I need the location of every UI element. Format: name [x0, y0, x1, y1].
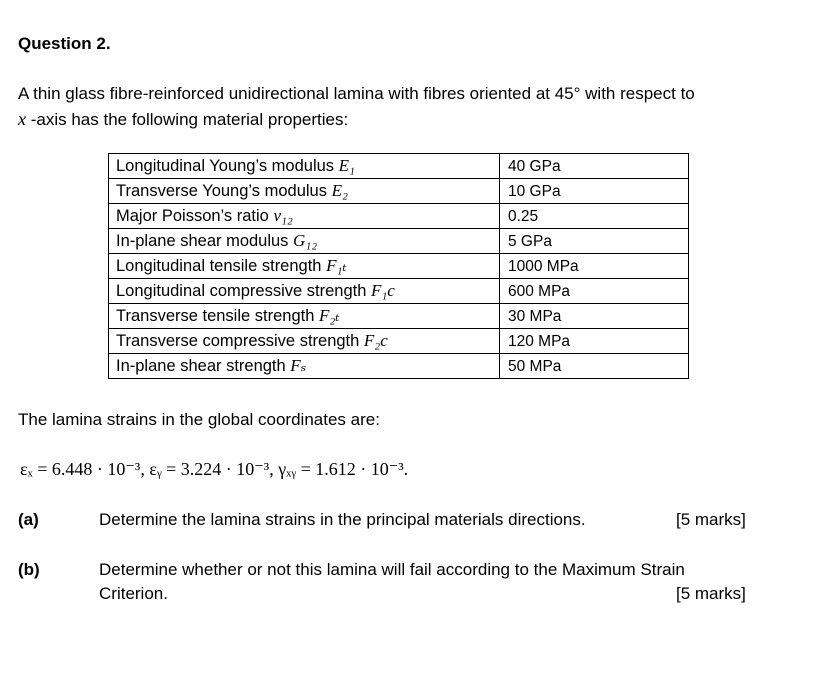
- property-symbol: E₁: [338, 156, 355, 175]
- property-value: 30 MPa: [500, 304, 689, 329]
- part-a-marks: [5 marks]: [676, 510, 746, 529]
- property-label: Longitudinal tensile strength: [116, 257, 327, 275]
- property-value: 1000 MPa: [500, 254, 689, 279]
- strains-intro: The lamina strains in the global coordinates are:: [18, 410, 380, 429]
- property-label-cell: [109, 304, 500, 329]
- property-value: 10 GPa: [500, 179, 689, 204]
- property-label-cell: [109, 354, 500, 379]
- property-label: Major Poisson’s ratio: [116, 207, 274, 225]
- property-label: Transverse Young’s modulus: [116, 182, 332, 200]
- property-label: Longitudinal Young’s modulus: [116, 157, 339, 175]
- property-label-cell: [109, 204, 500, 229]
- property-row: [109, 354, 689, 379]
- property-value: 0.25: [500, 204, 689, 229]
- property-label: In-plane shear modulus: [116, 232, 294, 250]
- intro-line-2: [18, 109, 348, 130]
- property-symbol: F₂ₜ: [318, 306, 340, 325]
- property-row: [109, 179, 689, 204]
- property-label: Transverse compressive strength: [116, 332, 364, 350]
- strains-equation: εₓ = 6.448 · 10⁻³, εᵧ = 3.224 · 10⁻³, γₓᵧ = 1.612 · 10⁻³.: [20, 459, 409, 479]
- property-label-cell: [109, 329, 500, 354]
- property-symbol: G₁₂: [293, 231, 318, 250]
- property-label-cell: [109, 179, 500, 204]
- property-label-cell: [109, 279, 500, 304]
- property-value: 120 MPa: [500, 329, 689, 354]
- property-label-cell: [109, 254, 500, 279]
- property-value: 5 GPa: [500, 229, 689, 254]
- property-label: Longitudinal compressive strength: [116, 282, 371, 300]
- intro-line-1: A thin glass fibre-reinforced unidirectional lamina with fibres oriented at 45° with respect to: [18, 84, 695, 103]
- property-symbol: Fₛ: [290, 356, 307, 375]
- property-value: 600 MPa: [500, 279, 689, 304]
- property-row: [109, 279, 689, 304]
- property-row: [109, 204, 689, 229]
- part-b-label: (b): [18, 560, 40, 579]
- property-row: [109, 329, 689, 354]
- x-variable: x: [18, 109, 26, 129]
- question-title: Question 2.: [18, 34, 111, 53]
- property-value: 40 GPa: [500, 154, 689, 179]
- part-b-text-line-1: Determine whether or not this lamina will fail according to the Maximum Strain: [99, 560, 685, 579]
- property-symbol: F₂c: [363, 331, 388, 350]
- property-label: Transverse tensile strength: [116, 307, 319, 325]
- property-row: [109, 254, 689, 279]
- property-label: In-plane shear strength: [116, 357, 291, 375]
- property-symbol: F₁c: [370, 281, 395, 300]
- property-symbol: F₁ₜ: [326, 256, 347, 275]
- part-a-label: (a): [18, 510, 39, 529]
- property-row: [109, 304, 689, 329]
- part-b-text-line-2: Criterion.: [99, 584, 168, 603]
- property-value: 50 MPa: [500, 354, 689, 379]
- property-label-cell: [109, 229, 500, 254]
- part-b-marks: [5 marks]: [676, 584, 746, 603]
- property-symbol: ν₁₂: [273, 206, 293, 225]
- property-symbol: E₂: [331, 181, 348, 200]
- material-properties-table: [108, 153, 689, 379]
- property-row: [109, 154, 689, 179]
- part-a-text: Determine the lamina strains in the principal materials directions.: [99, 510, 586, 529]
- property-row: [109, 229, 689, 254]
- property-label-cell: [109, 154, 500, 179]
- intro-line-2-text: -axis has the following material properties:: [26, 110, 349, 129]
